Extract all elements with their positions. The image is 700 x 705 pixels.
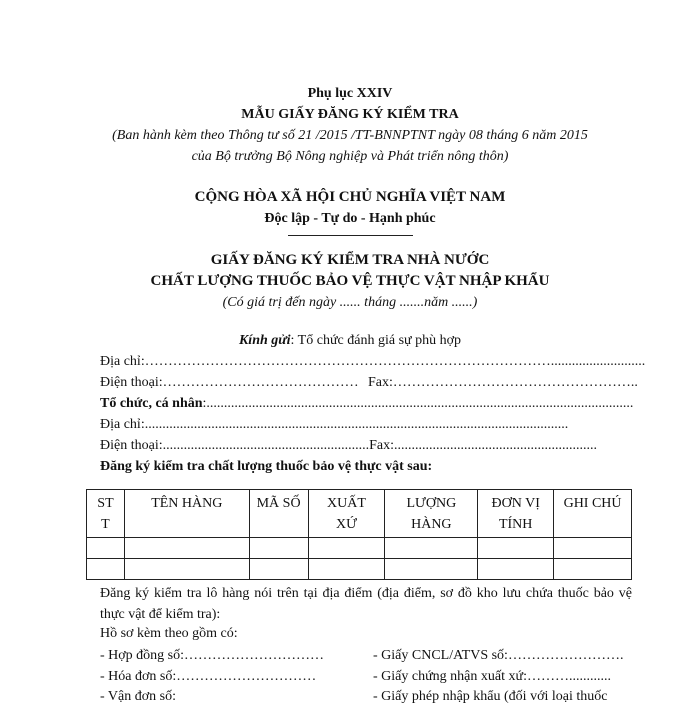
table-cell[interactable] <box>385 538 478 559</box>
issued-note-line1: (Ban hành kèm theo Thông tư số 21 /2015 /TT-BNNPTNT ngày 08 tháng 6 năm 2015 <box>112 128 588 143</box>
header-stt: ST T <box>87 490 125 538</box>
address-field-2: Địa chỉ:......................................................................................................................... <box>100 417 569 432</box>
table-cell[interactable] <box>249 559 308 580</box>
document-title-line2: CHẤT LƯỢNG THUỐC BẢO VỆ THỰC VẬT NHẬP KHẨU <box>150 273 550 289</box>
national-motto: Độc lập - Tự do - Hạnh phúc <box>264 211 436 226</box>
form-title: MẪU GIẤY ĐĂNG KÝ KIỂM TRA <box>241 107 459 122</box>
fax-field-1: Fax:…………………………………………….. <box>368 375 638 390</box>
phone-field-1: Điện thoại:…………………………………… <box>100 375 359 390</box>
address-field-1: Địa chỉ:……………………………………………………………………………........................... <box>100 354 646 369</box>
table-cell[interactable] <box>124 559 249 580</box>
table-cell[interactable] <box>478 538 554 559</box>
document-title-line1: GIẤY ĐĂNG KÝ KIỂM TRA NHÀ NƯỚC <box>210 252 490 268</box>
inspection-place-paragraph: Đăng ký kiểm tra lô hàng nói trên tại địa điểm (địa điểm, sơ đồ kho lưu chứa thuốc bảo vệ thực vật để kiểm tra): <box>100 586 632 622</box>
header-origin: XUẤT XỨ <box>308 490 385 538</box>
national-title: CỘNG HÒA XÃ HỘI CHỦ NGHĨA VIỆT NAM <box>194 189 506 205</box>
bill-of-lading-field: - Vận đơn số: <box>100 689 176 704</box>
organization-label: Tổ chức, cá nhân <box>100 396 203 411</box>
table-cell[interactable] <box>124 538 249 559</box>
header-product-name: TÊN HÀNG <box>124 490 249 538</box>
goods-table <box>86 489 632 580</box>
header-unit: ĐƠN VỊ TÍNH <box>478 490 554 538</box>
table-cell[interactable] <box>87 538 125 559</box>
header-quantity: LƯỢNG HÀNG <box>385 490 478 538</box>
attached-docs-label: Hồ sơ kèm theo gồm có: <box>100 626 238 641</box>
table-cell[interactable] <box>308 559 385 580</box>
motto-underline <box>288 235 413 236</box>
table-cell[interactable] <box>385 559 478 580</box>
phone-fax-field-2: Điện thoại:...........................................................Fax:.......................................................... <box>100 438 597 453</box>
header-note: GHI CHÚ <box>554 490 632 538</box>
recipient-value: : Tổ chức đánh giá sự phù hợp <box>290 333 462 348</box>
organization-field <box>100 396 633 412</box>
table-row <box>87 538 632 559</box>
invoice-number-field: - Hóa đơn số:………………………… <box>100 669 317 684</box>
organization-dots: :.......................................................................................................................... <box>202 396 634 411</box>
appendix-label: Phụ lục XXIV <box>307 86 393 101</box>
header-code: MÃ SỐ <box>249 490 308 538</box>
table-header-row <box>87 490 632 538</box>
issued-note-line2: của Bộ trưởng Bộ Nông nghiệp và Phát triển nông thôn) <box>191 149 509 164</box>
table-cell[interactable] <box>554 538 632 559</box>
table-cell[interactable] <box>554 559 632 580</box>
table-row <box>87 559 632 580</box>
register-heading: Đăng ký kiểm tra chất lượng thuốc bảo vệ thực vật sau: <box>100 459 433 474</box>
table-cell[interactable] <box>87 559 125 580</box>
table-cell[interactable] <box>308 538 385 559</box>
table-cell[interactable] <box>249 538 308 559</box>
recipient-line <box>0 333 700 349</box>
origin-certificate-field: - Giấy chứng nhận xuất xứ:………............ <box>373 669 611 684</box>
recipient-label: Kính gửi <box>238 333 291 348</box>
table-cell[interactable] <box>478 559 554 580</box>
import-license-field: - Giấy phép nhập khẩu (đối với loại thuốc <box>373 689 608 704</box>
validity-note: (Có giá trị đến ngày ...... tháng .......năm ......) <box>222 295 478 310</box>
contract-number-field: - Hợp đồng số:………………………… <box>100 648 325 663</box>
cncl-number-field: - Giấy CNCL/ATVS số:……………………. <box>373 648 624 663</box>
